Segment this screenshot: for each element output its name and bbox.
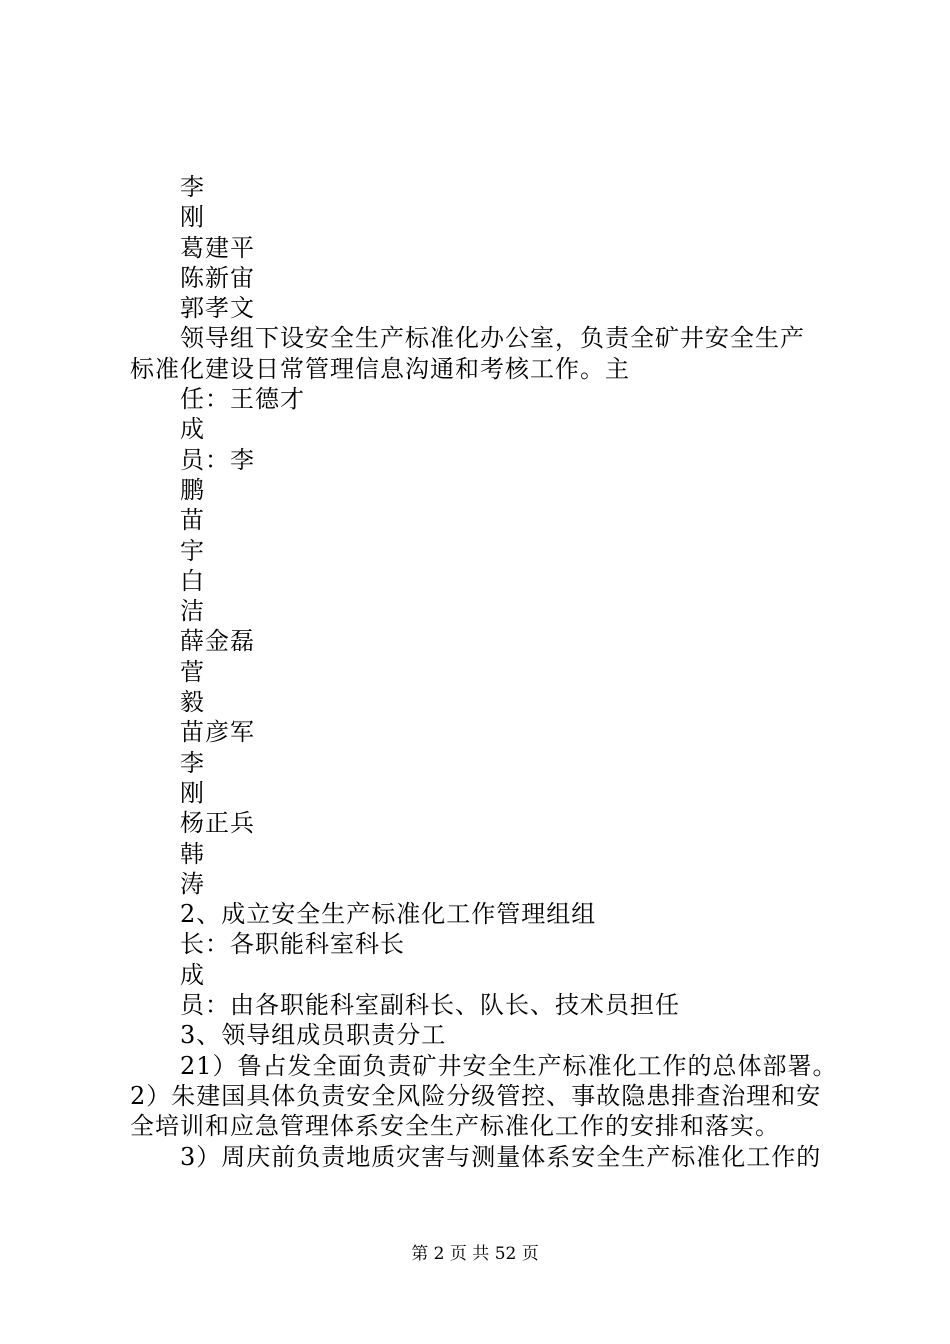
text-line: 标准化建设日常管理信息沟通和考核工作。主 [130, 354, 630, 383]
text-line: 李 [180, 748, 205, 777]
text-line: 员：李 [180, 445, 255, 474]
text-line: 陈新宙 [180, 263, 255, 292]
document-body [130, 172, 850, 1172]
text-line: 葛建平 [180, 233, 255, 262]
text-line: 员：由各职能科室副科长、队长、技术员担任 [180, 991, 680, 1020]
text-line: 3）周庆前负责地质灾害与测量体系安全生产标准化工作的 [180, 1142, 822, 1171]
text-line: 白 [180, 566, 205, 595]
text-line: 李 [180, 173, 205, 201]
text-line: 成 [180, 415, 205, 444]
text-line: 2）朱建国具体负责安全风险分级管控、事故隐患排查治理和安 [130, 1081, 822, 1110]
text-line: 刚 [180, 778, 205, 807]
text-line: 宇 [180, 536, 205, 565]
text-line: 杨正兵 [180, 809, 255, 838]
text-line: 苗彦军 [180, 718, 255, 747]
text-line: 薛金磊 [180, 627, 255, 656]
text-line: 长：各职能科室科长 [180, 930, 405, 959]
text-line: 全培训和应急管理体系安全生产标准化工作的安排和落实。 [130, 1112, 780, 1141]
text-line: 刚 [180, 203, 205, 232]
text-line: 毅 [180, 688, 205, 717]
text-line: 鹏 [180, 475, 205, 504]
text-line: 洁 [180, 597, 205, 626]
text-line: 涛 [180, 869, 205, 898]
page-footer: 第 2 页 共 52 页 [411, 1244, 539, 1264]
text-line: 菅 [180, 657, 205, 686]
text-line: 3、领导组成员职责分工 [180, 1021, 447, 1050]
text-line: 郭孝文 [180, 294, 255, 323]
text-line: 韩 [180, 839, 205, 868]
text-line: 任：王德才 [180, 385, 305, 414]
text-line: 领导组下设安全生产标准化办公室，负责全矿井安全生产 [180, 324, 805, 353]
text-line: 21）鲁占发全面负责矿井安全生产标准化工作的总体部署。 [180, 1051, 838, 1080]
text-line: 2、成立安全生产标准化工作管理组组 [180, 900, 597, 929]
text-line: 成 [180, 960, 205, 989]
text-line: 苗 [180, 506, 205, 535]
